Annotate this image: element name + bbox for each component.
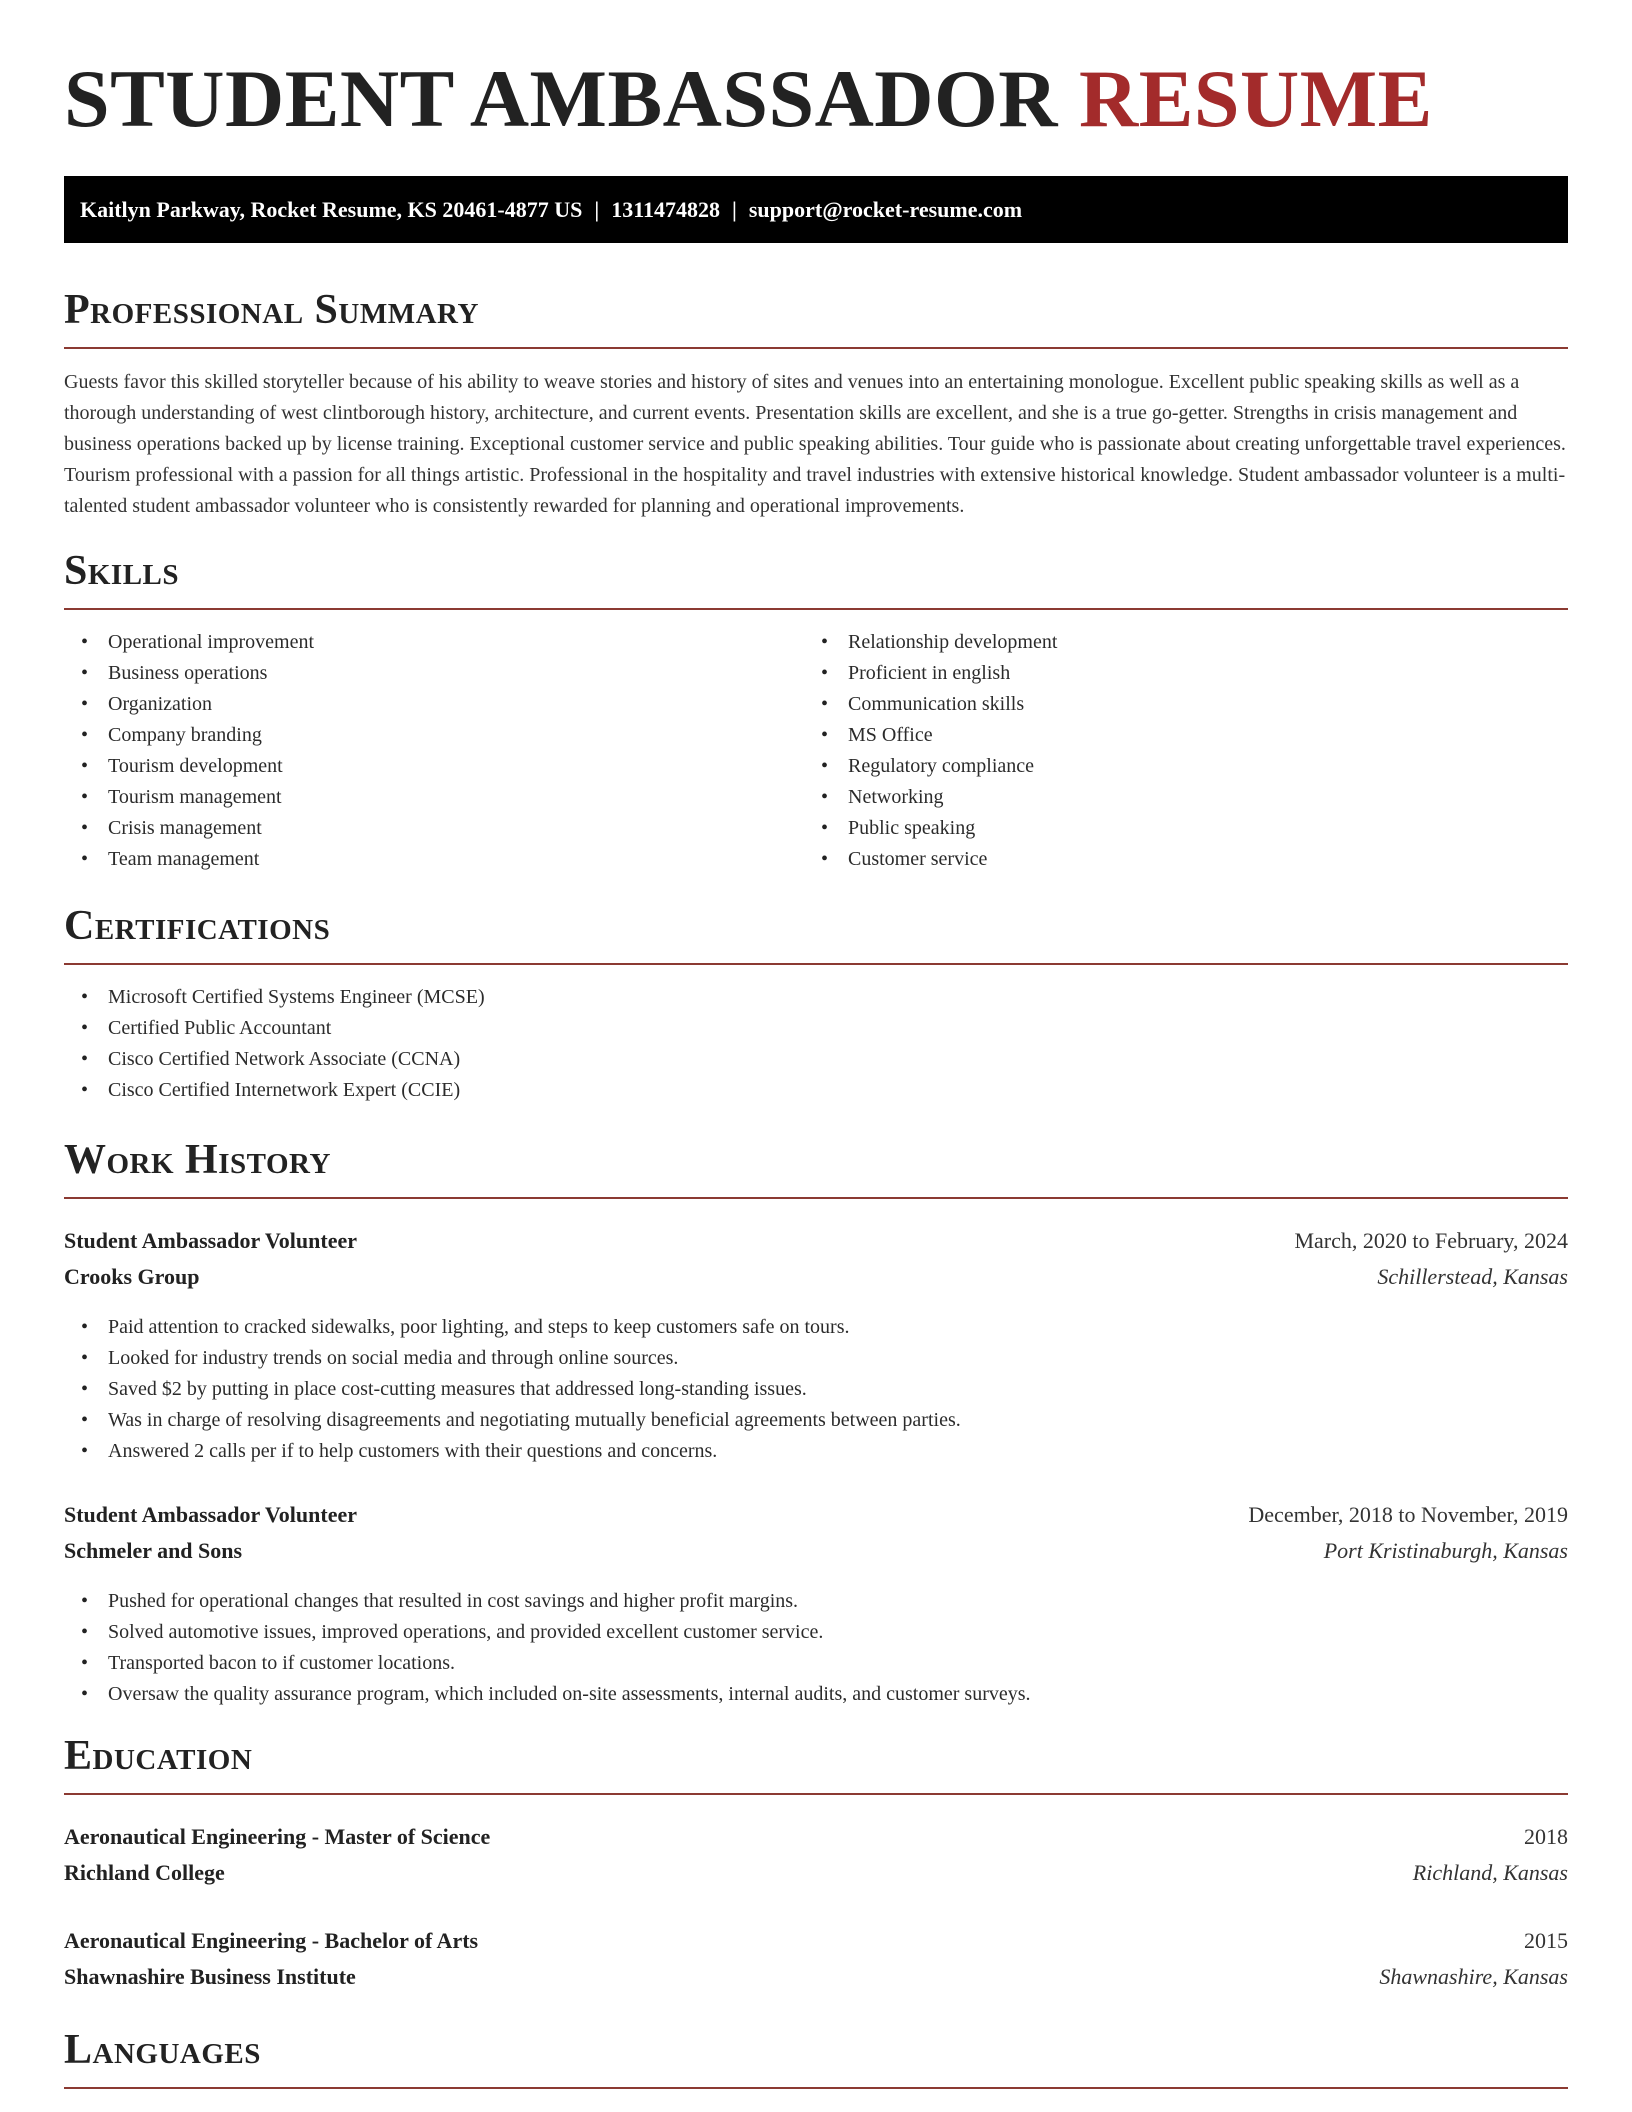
skill-item: • Communication skills	[804, 689, 1057, 720]
skill-item: • Team management	[64, 844, 314, 875]
job-bullet: • Answered 2 calls per if to help customers with their questions and concerns.	[64, 1436, 961, 1467]
certifications-heading: Certifications	[64, 903, 331, 949]
certifications-list	[64, 982, 485, 1106]
skill-item: • Crisis management	[64, 813, 314, 844]
job-dates: March, 2020 to February, 2024	[1294, 1228, 1568, 1253]
contact-address: Kaitlyn Parkway, Rocket Resume, KS 20461-4877 US	[80, 196, 583, 222]
summary-section-header	[64, 289, 1568, 349]
education-year: 2018	[1524, 1824, 1568, 1849]
skill-item: • Customer service	[804, 844, 1057, 875]
contact-separator: |	[594, 196, 600, 222]
summary-heading: Professional Summary	[64, 287, 479, 333]
skill-item: • Business operations	[64, 658, 314, 689]
education-heading: Education	[64, 1733, 253, 1779]
certification-item: • Cisco Certified Network Associate (CCNA)	[64, 1044, 485, 1075]
skills-list-right	[804, 627, 1057, 875]
education-school: Shawnashire Business Institute	[64, 1964, 356, 1989]
education-location: Shawnashire, Kansas	[1379, 1964, 1568, 1989]
job-company-row	[64, 1533, 1568, 1569]
certification-item: • Certified Public Accountant	[64, 1013, 485, 1044]
languages-heading: Languages	[64, 2027, 261, 2073]
job-bullet: • Looked for industry trends on social media and through online sources.	[64, 1343, 961, 1374]
job-company: Crooks Group	[64, 1264, 200, 1289]
job-location: Schillerstead, Kansas	[1377, 1264, 1568, 1289]
languages-section-header	[64, 2029, 1568, 2089]
skill-item: • Networking	[804, 782, 1057, 813]
education-school-row	[64, 1855, 1568, 1891]
skill-item: • Regulatory compliance	[804, 751, 1057, 782]
job-bullet: • Saved $2 by putting in place cost-cutting measures that addressed long-standing issues.	[64, 1374, 961, 1405]
skills-section-header	[64, 550, 1568, 610]
education-degree: Aeronautical Engineering - Bachelor of Arts	[64, 1928, 479, 1953]
work-heading: Work History	[64, 1137, 331, 1183]
skill-item: • Public speaking	[804, 813, 1057, 844]
education-year: 2015	[1524, 1928, 1568, 1953]
contact-email: support@rocket-resume.com	[748, 196, 1023, 222]
skills-heading: Skills	[64, 548, 180, 594]
education-school: Richland College	[64, 1860, 225, 1885]
education-degree-row	[64, 1819, 1568, 1855]
title-accent: RESUME	[1079, 53, 1433, 144]
title-main: STUDENT AMBASSADOR	[64, 53, 1059, 144]
job-company: Schmeler and Sons	[64, 1538, 243, 1563]
skill-item: • Operational improvement	[64, 627, 314, 658]
job-title-row	[64, 1497, 1568, 1533]
contact-separator: |	[731, 196, 737, 222]
skill-item: • Organization	[64, 689, 314, 720]
job-title-row	[64, 1223, 1568, 1259]
job-bullets	[64, 1312, 961, 1467]
education-location: Richland, Kansas	[1412, 1860, 1568, 1885]
contact-bar	[64, 176, 1568, 243]
job-bullets	[64, 1586, 1031, 1710]
contact-phone: 1311474828	[611, 196, 720, 222]
education-section-header	[64, 1735, 1568, 1795]
job-title: Student Ambassador Volunteer	[64, 1228, 357, 1253]
job-bullet: • Was in charge of resolving disagreements and negotiating mutually beneficial agreements between parties.	[64, 1405, 961, 1436]
work-section-header	[64, 1139, 1568, 1199]
education-degree-row	[64, 1923, 1568, 1959]
certification-item: • Microsoft Certified Systems Engineer (MCSE)	[64, 982, 485, 1013]
skill-item: • Relationship development	[804, 627, 1057, 658]
skill-item: • Tourism development	[64, 751, 314, 782]
certification-item: • Cisco Certified Internetwork Expert (CCIE)	[64, 1075, 485, 1106]
certifications-section-header	[64, 905, 1568, 965]
job-company-row	[64, 1259, 1568, 1295]
skills-list-left	[64, 627, 314, 875]
job-bullet: • Paid attention to cracked sidewalks, poor lighting, and steps to keep customers safe on tours.	[64, 1312, 961, 1343]
job-bullet: • Transported bacon to if customer locations.	[64, 1648, 1031, 1679]
education-degree: Aeronautical Engineering - Master of Science	[64, 1824, 491, 1849]
job-bullet: • Oversaw the quality assurance program, which included on-site assessments, internal audits, and customer surveys.	[64, 1679, 1031, 1710]
skill-item: • Proficient in english	[804, 658, 1057, 689]
job-dates: December, 2018 to November, 2019	[1248, 1502, 1568, 1527]
skill-item: • MS Office	[804, 720, 1057, 751]
education-school-row	[64, 1959, 1568, 1995]
page-title	[64, 53, 1433, 144]
job-bullet: • Solved automotive issues, improved operations, and provided excellent customer service.	[64, 1617, 1031, 1648]
skill-item: • Tourism management	[64, 782, 314, 813]
job-bullet: • Pushed for operational changes that resulted in cost savings and higher profit margins.	[64, 1586, 1031, 1617]
skill-item: • Company branding	[64, 720, 314, 751]
job-location: Port Kristinaburgh, Kansas	[1323, 1538, 1568, 1563]
summary-text: Guests favor this skilled storyteller because of his ability to weave stories and history of sites and venues into an entertaining monologue. Excellent public speaking skills as well as a thorough understanding of west clintborough history, architecture, and current events. Presentation skills are excellent, and she is a true go-getter. Strengths in crisis management and business operations backed up by license training. Exceptional customer service and public speaking abilities. Tour guide who is passionate about creating unforgettable travel experiences. Tourism professional with a passion for all things artistic. Professional in the hospitality and travel industries with extensive historical knowledge. Student ambassador volunteer is a multi-talented student ambassador volunteer who is consistently rewarded for planning and operational improvements.	[64, 371, 1566, 517]
job-title: Student Ambassador Volunteer	[64, 1502, 357, 1527]
